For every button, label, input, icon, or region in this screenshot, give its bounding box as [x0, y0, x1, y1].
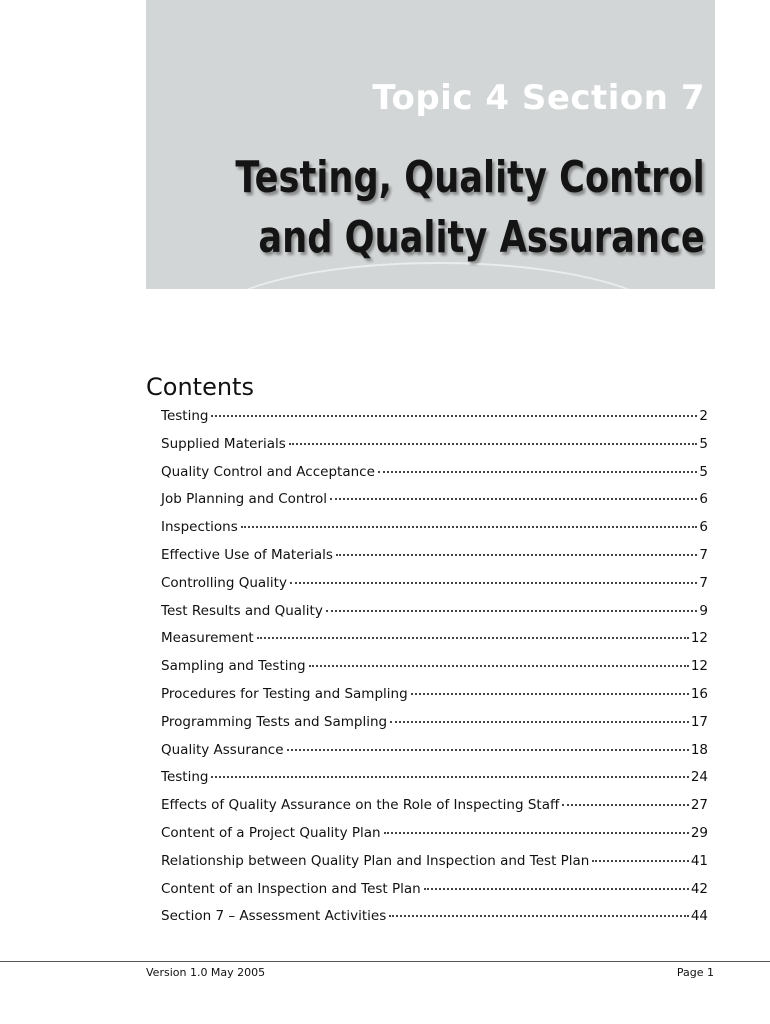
toc-entry-title: Content of a Project Quality Plan — [161, 824, 381, 841]
toc-entry[interactable] — [161, 853, 708, 881]
toc-entry-title: Programming Tests and Sampling — [161, 713, 388, 730]
toc-leader-dots — [287, 749, 689, 751]
footer-page-number: Page 1 — [676, 966, 714, 979]
toc-entry[interactable] — [161, 881, 708, 909]
page-title — [236, 148, 705, 268]
toc-leader-dots — [257, 637, 689, 639]
toc-entry-page: 9 — [699, 602, 708, 619]
toc-entry-page: 42 — [690, 880, 708, 897]
toc-entry-page: 2 — [699, 408, 708, 424]
toc-entry-title: Testing — [161, 408, 209, 424]
footer-divider — [0, 961, 770, 962]
title-line-2: and Quality Assurance — [258, 212, 705, 263]
toc-entry-title: Relationship between Quality Plan and Inspection and Test Plan — [161, 852, 590, 869]
toc-leader-dots — [562, 804, 689, 806]
toc-entry[interactable] — [161, 908, 708, 936]
toc-leader-dots — [336, 554, 698, 556]
toc-entry[interactable] — [161, 491, 708, 519]
contents-heading: Contents — [146, 373, 254, 401]
toc-entry-title: Section 7 – Assessment Activities — [161, 908, 387, 925]
toc-leader-dots — [290, 582, 697, 584]
toc-entry-page: 12 — [690, 630, 708, 647]
toc-entry-title: Test Results and Quality — [161, 602, 323, 619]
toc-entry[interactable] — [161, 408, 708, 436]
toc-entry-title: Job Planning and Control — [161, 491, 328, 508]
toc-entry-page: 7 — [699, 574, 708, 591]
toc-entry-title: Content of an Inspection and Test Plan — [161, 880, 421, 897]
table-of-contents — [161, 408, 708, 936]
toc-leader-dots — [241, 526, 698, 528]
toc-leader-dots — [211, 776, 688, 778]
toc-leader-dots — [411, 693, 689, 695]
toc-entry-page: 5 — [699, 463, 708, 480]
toc-leader-dots — [309, 665, 689, 667]
toc-entry-title: Inspections — [161, 519, 238, 536]
toc-entry[interactable] — [161, 658, 708, 686]
toc-entry-page: 41 — [690, 852, 708, 869]
toc-entry-page: 6 — [699, 519, 708, 536]
toc-entry[interactable] — [161, 630, 708, 658]
toc-entry[interactable] — [161, 825, 708, 853]
toc-entry-title: Testing — [161, 769, 209, 786]
toc-entry[interactable] — [161, 686, 708, 714]
toc-entry-page: 24 — [690, 769, 708, 786]
toc-entry[interactable] — [161, 603, 708, 631]
title-banner — [146, 0, 715, 289]
toc-leader-dots — [592, 860, 688, 862]
footer-version: Version 1.0 May 2005 — [146, 966, 266, 979]
toc-entry[interactable] — [161, 769, 708, 797]
toc-leader-dots — [378, 471, 698, 473]
toc-entry[interactable] — [161, 714, 708, 742]
toc-leader-dots — [384, 832, 689, 834]
toc-leader-dots — [211, 415, 697, 417]
toc-entry-title: Effects of Quality Assurance on the Role of Inspecting Staff — [161, 797, 560, 814]
toc-entry[interactable] — [161, 547, 708, 575]
toc-entry-page: 18 — [690, 741, 708, 758]
title-line-1: Testing, Quality Control — [235, 152, 705, 203]
toc-entry[interactable] — [161, 742, 708, 770]
toc-leader-dots — [390, 721, 689, 723]
toc-entry[interactable] — [161, 797, 708, 825]
toc-entry-page: 6 — [699, 491, 708, 508]
toc-entry[interactable] — [161, 464, 708, 492]
toc-entry-page: 7 — [699, 546, 708, 563]
toc-entry-page: 12 — [690, 658, 708, 675]
toc-entry-page: 16 — [690, 685, 708, 702]
toc-entry-title: Measurement — [161, 630, 254, 647]
toc-leader-dots — [330, 498, 697, 500]
toc-entry-title: Controlling Quality — [161, 574, 287, 591]
toc-entry-title: Effective Use of Materials — [161, 546, 333, 563]
toc-entry-page: 29 — [690, 824, 708, 841]
toc-entry[interactable] — [161, 519, 708, 547]
toc-entry-title: Quality Control and Acceptance — [161, 463, 375, 480]
toc-entry-title: Quality Assurance — [161, 741, 284, 758]
toc-leader-dots — [389, 915, 689, 917]
toc-entry[interactable] — [161, 575, 708, 603]
toc-leader-dots — [424, 888, 689, 890]
toc-entry-page: 5 — [699, 435, 708, 452]
toc-entry-title: Supplied Materials — [161, 435, 286, 452]
toc-entry-page: 44 — [690, 908, 708, 925]
toc-leader-dots — [326, 610, 698, 612]
toc-entry-title: Procedures for Testing and Sampling — [161, 685, 408, 702]
toc-entry-page: 17 — [690, 713, 708, 730]
toc-entry-page: 27 — [690, 797, 708, 814]
toc-entry-title: Sampling and Testing — [161, 658, 306, 675]
toc-leader-dots — [289, 443, 698, 445]
toc-entry[interactable] — [161, 436, 708, 464]
topic-label: Topic 4 Section 7 — [372, 78, 705, 118]
